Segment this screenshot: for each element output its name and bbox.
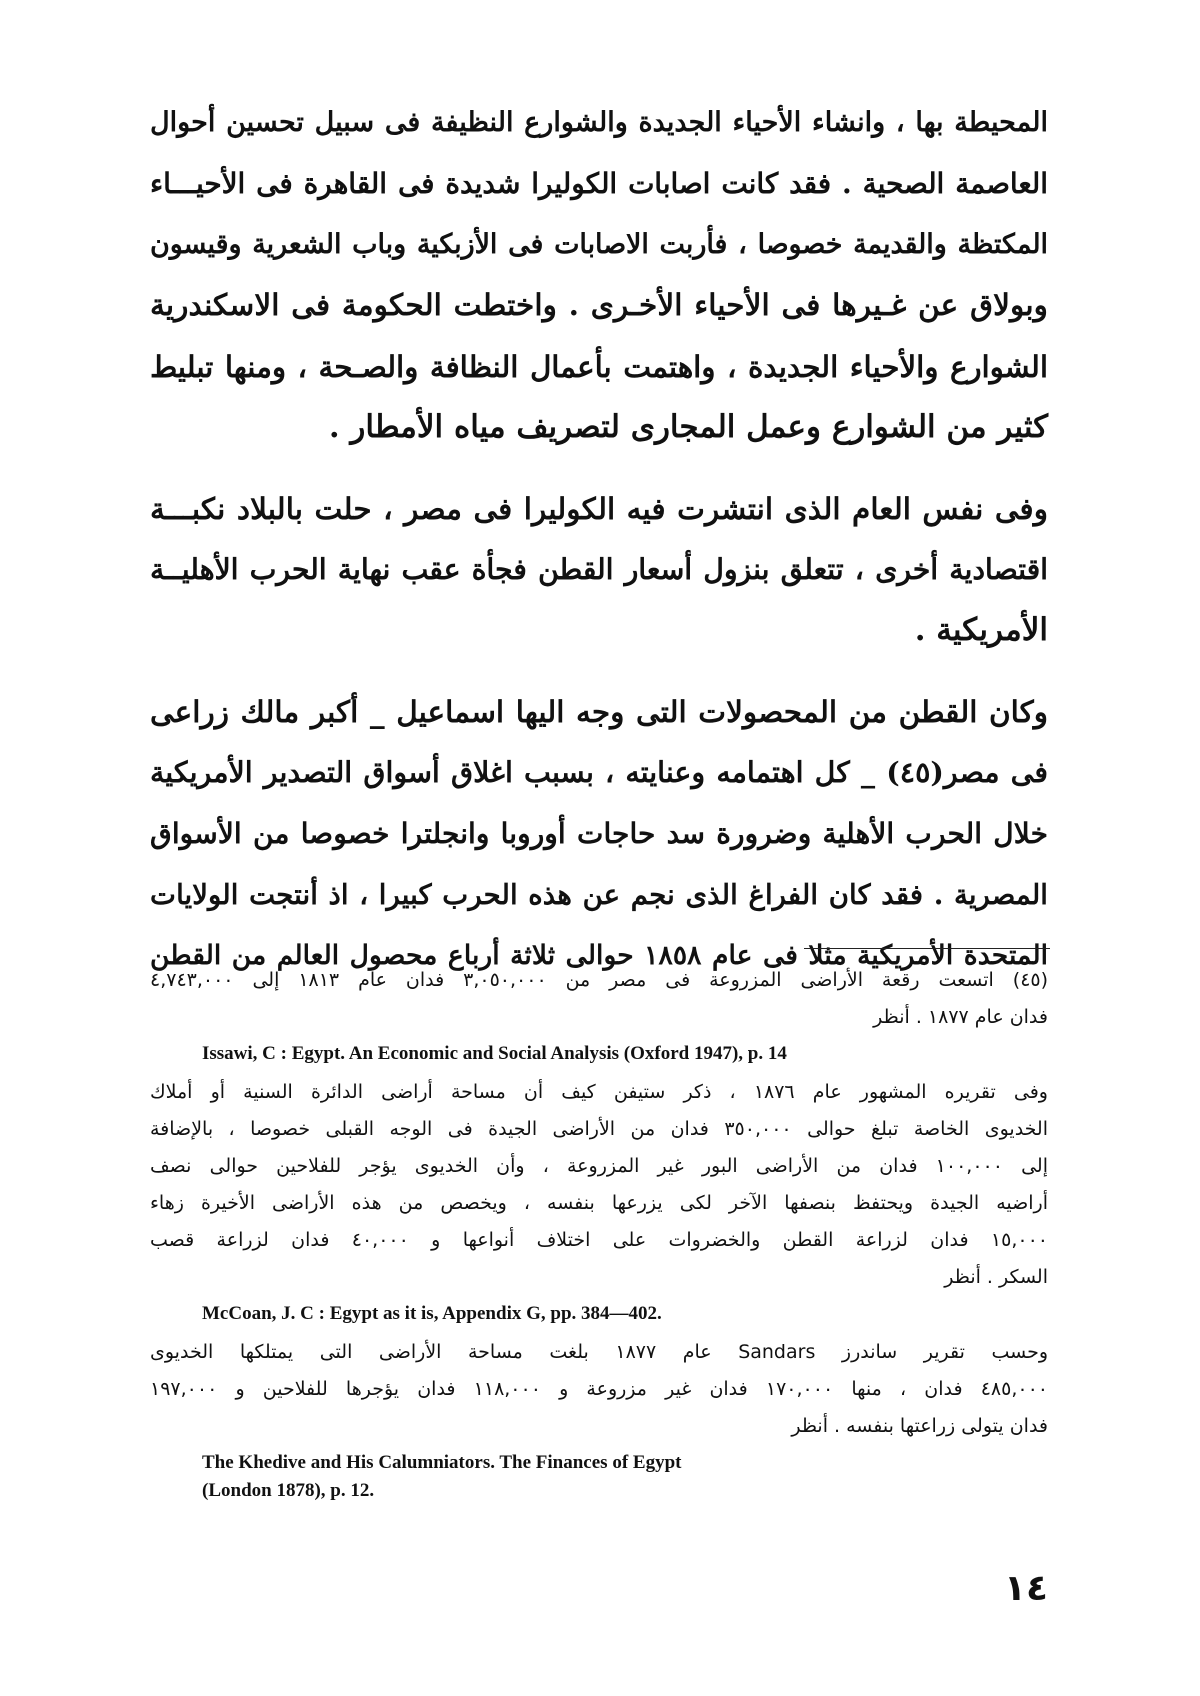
text-line: العاصمة الصحية . فقد كانت اصابات الكوليرا شديدة فى القاهرة فى الأحيـــاء bbox=[150, 167, 1048, 200]
text-line: وكان القطن من المحصولات التى وجه اليها اسماعيل _ أكبر مالك زراعى bbox=[150, 694, 1048, 729]
page-number: ١٤ bbox=[1004, 1568, 1048, 1609]
footnote-sandars-report bbox=[150, 1334, 1048, 1445]
text-line: فى مصر(٤٥) _ كل اهتمامه وعنايته ، بسبب اغلاق أسواق التصدير الأمريكية bbox=[150, 755, 1049, 789]
body-text bbox=[150, 92, 1048, 1006]
footnote-line: إلى ١٠٠,٠٠٠ فدان من الأراضى البور غير المزروعة ، وأن الخديوى يؤجر للفلاحين حوالى نصف bbox=[150, 1155, 1048, 1177]
footnote-line: أراضيه الجيدة ويحتفظ بنصفها الآخر لكى يزرعها بنفسه ، ويخصص من هذه الأراضى الأخيرة زهاء bbox=[150, 1192, 1048, 1214]
paragraph bbox=[150, 92, 1048, 458]
footnote-line: ٤٨٥,٠٠٠ فدان ، منها ١٧٠,٠٠٠ فدان غير مزروعة و ١١٨,٠٠٠ فدان يؤجرها للفلاحين و ١٩٧,٠٠٠ bbox=[150, 1378, 1048, 1400]
text-line: اقتصادية أخرى ، تتعلق بنزول أسعار القطن فجأة عقب نهاية الحرب الأهليــة bbox=[150, 552, 1048, 586]
footnote-divider bbox=[804, 948, 1050, 949]
footnote-line: السكر . أنظر bbox=[944, 1266, 1048, 1288]
citation-khedive bbox=[150, 1449, 1048, 1505]
text-line: المحيطة بها ، وانشاء الأحياء الجديدة والشوارع النظيفة فى سبيل تحسين أحوال bbox=[150, 107, 1048, 138]
citation-line: (London 1878), p. 12. bbox=[202, 1480, 375, 1501]
footnotes bbox=[150, 962, 1048, 1511]
citation-mccoan: McCoan, J. C : Egypt as it is, Appendix G, pp. 384—402. bbox=[202, 1303, 662, 1324]
text-line: المكتظة والقديمة خصوصا ، فأربت الاصابات فى الأزبكية وباب الشعرية وقيسون bbox=[150, 229, 1048, 260]
text-line: وبولاق عن غـيرها فى الأحياء الأخـرى . واختطت الحكومة فى الاسكندرية bbox=[150, 288, 1048, 323]
citation-line: The Khedive and His Calumniators. The Finances of Egypt bbox=[202, 1452, 682, 1473]
footnote-line: وحسب تقرير ساندرز Sandars عام ١٨٧٧ بلغت مساحة الأراضى التى يمتلكها الخديوى bbox=[150, 1341, 1049, 1363]
footnote-45 bbox=[150, 962, 1048, 1036]
footnote-line: فدان يتولى زراعتها بنفسه . أنظر bbox=[791, 1415, 1048, 1437]
text-line: الأمريكية . bbox=[914, 612, 1048, 648]
text-line: المتحدة الأمريكية مثلا فى عام ١٨٥٨ حوالى ثلاثة أرباع محصول العالم من القطن bbox=[150, 940, 1048, 971]
paragraph bbox=[150, 681, 1048, 986]
footnote-line: ١٥,٠٠٠ فدان لزراعة القطن والخضروات على اختلاف أنواعها و ٤٠,٠٠٠ فدان لزراعة قصب bbox=[150, 1229, 1048, 1251]
text-line: المصرية . فقد كان الفراغ الذى نجم عن هذه الحرب كبيرا ، اذ أنتجت الولايات bbox=[150, 878, 1048, 911]
footnote-line: وفى تقريره المشهور عام ١٨٧٦ ، ذكر ستيفن كيف أن مساحة أراضى الدائرة السنية أو أملاك bbox=[150, 1081, 1048, 1103]
citation-issawi: Issawi, C : Egypt. An Economic and Social Analysis (Oxford 1947), p. 14 bbox=[202, 1043, 787, 1064]
text-line: وفى نفس العام الذى انتشرت فيه الكوليرا فى مصر ، حلت بالبلاد نكبـــة bbox=[150, 491, 1048, 526]
footnote-cave-report bbox=[150, 1074, 1048, 1296]
text-line: خلال الحرب الأهلية وضرورة سد حاجات أوروبا وانجلترا خصوصا من الأسواق bbox=[150, 817, 1048, 850]
footnote-line: فدان عام ١٨٧٧ . أنظر bbox=[873, 1006, 1048, 1028]
text-line: الشوارع والأحياء الجديدة ، واهتمت بأعمال النظافة والصـحة ، ومنها تبليط bbox=[150, 349, 1048, 384]
footnote-line: الخديوى الخاصة تبلغ حوالى ٣٥٠,٠٠٠ فدان من الأراضى الجيدة فى الوجه القبلى خصوصا ، بالإضافة bbox=[150, 1118, 1048, 1140]
text-line: كثير من الشوارع وعمل المجارى لتصريف مياه الأمطار . bbox=[328, 409, 1048, 445]
paragraph bbox=[150, 478, 1048, 661]
footnote-line: (٤٥) اتسعت رقعة الأراضى المزروعة فى مصر من ٣,٠٥٠,٠٠٠ فدان عام ١٨١٣ إلى ٤,٧٤٣,٠٠٠ bbox=[150, 969, 1049, 991]
